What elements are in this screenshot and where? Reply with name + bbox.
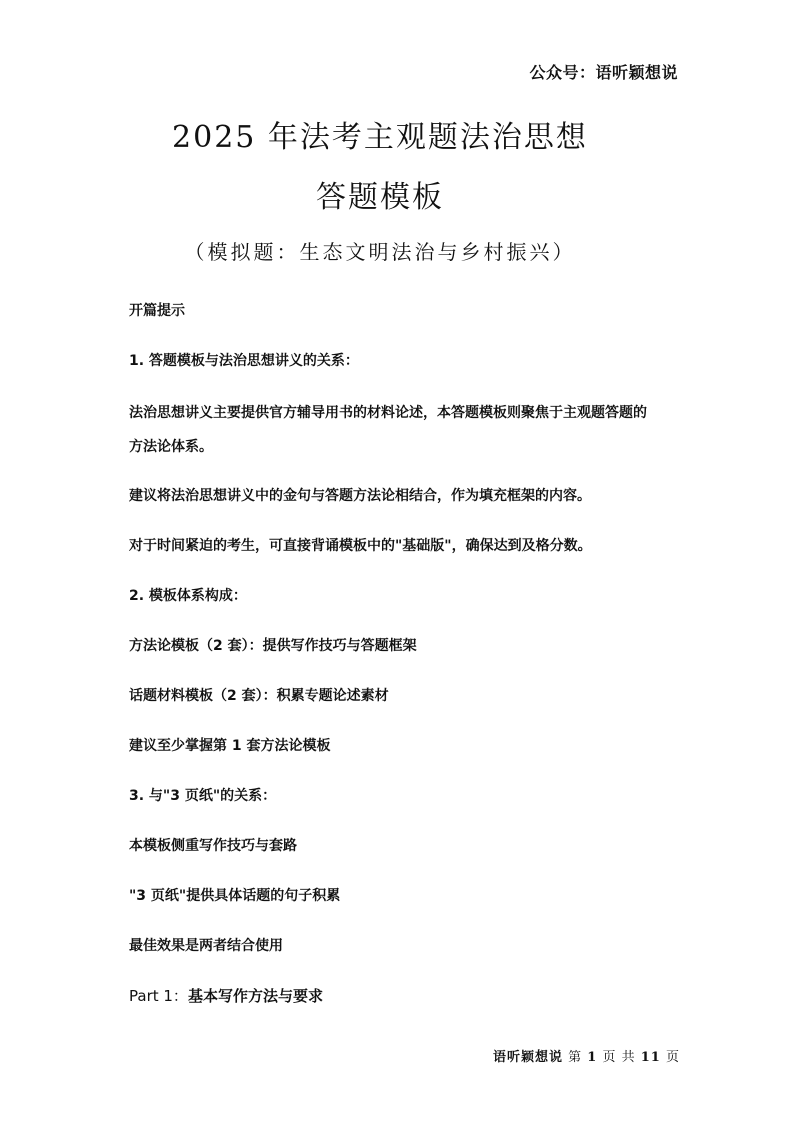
- section1-heading: 1. 答题模板与法治思想讲义的关系：: [129, 353, 359, 369]
- section2-paragraph-2: 话题材料模板（2 套）：积累专题论述素材: [129, 688, 389, 704]
- header-brand: 公众号：语听颖想说: [529, 63, 678, 82]
- section1-paragraph-1: 法治思想讲义主要提供官方辅导用书的材料论述，本答题模板则聚焦于主观题答题的方法论体系。: [129, 405, 647, 455]
- section2-heading: 2. 模板体系构成：: [129, 588, 247, 604]
- part1-title: 基本写作方法与要求: [187, 987, 323, 1005]
- section3-paragraph-3: 最佳效果是两者结合使用: [129, 938, 283, 954]
- intro-heading: 开篇提示: [129, 303, 185, 319]
- footer-page-total: 11: [640, 1050, 661, 1065]
- section2-paragraph-3: 建议至少掌握第 1 套方法论模板: [129, 738, 331, 754]
- footer-page-mid: 页 共: [602, 1050, 636, 1065]
- footer-page-suffix: 页: [665, 1050, 680, 1065]
- section3-paragraph-1: 本模板侧重写作技巧与套路: [129, 838, 297, 854]
- part1-heading: [129, 981, 649, 1011]
- footer-page-prefix: 第: [568, 1050, 583, 1065]
- section1-paragraph-2: 建议将法治思想讲义中的金句与答题方法论相结合，作为填充框架的内容。: [129, 488, 591, 504]
- part1-prefix: Part 1：: [129, 987, 188, 1005]
- section3-heading: 3. 与"3 页纸"的关系：: [129, 788, 277, 804]
- document-body: [129, 296, 649, 1031]
- page-footer: [493, 1046, 680, 1065]
- footer-page-number: 1: [587, 1050, 598, 1065]
- section2-paragraph-1: 方法论模板（2 套）：提供写作技巧与答题框架: [129, 638, 417, 654]
- document-title-line2: 答题模板: [316, 180, 444, 215]
- document-title-line1: 2025 年法考主观题法治思想: [172, 120, 588, 155]
- section3-paragraph-2: "3 页纸"提供具体话题的句子积累: [129, 888, 341, 904]
- section1-paragraph-3: 对于时间紧迫的考生，可直接背诵模板中的"基础版"，确保达到及格分数。: [129, 538, 592, 554]
- document-subtitle: （模拟题：生态文明法治与乡村振兴）: [184, 240, 576, 264]
- footer-brand: 语听颖想说: [492, 1050, 563, 1065]
